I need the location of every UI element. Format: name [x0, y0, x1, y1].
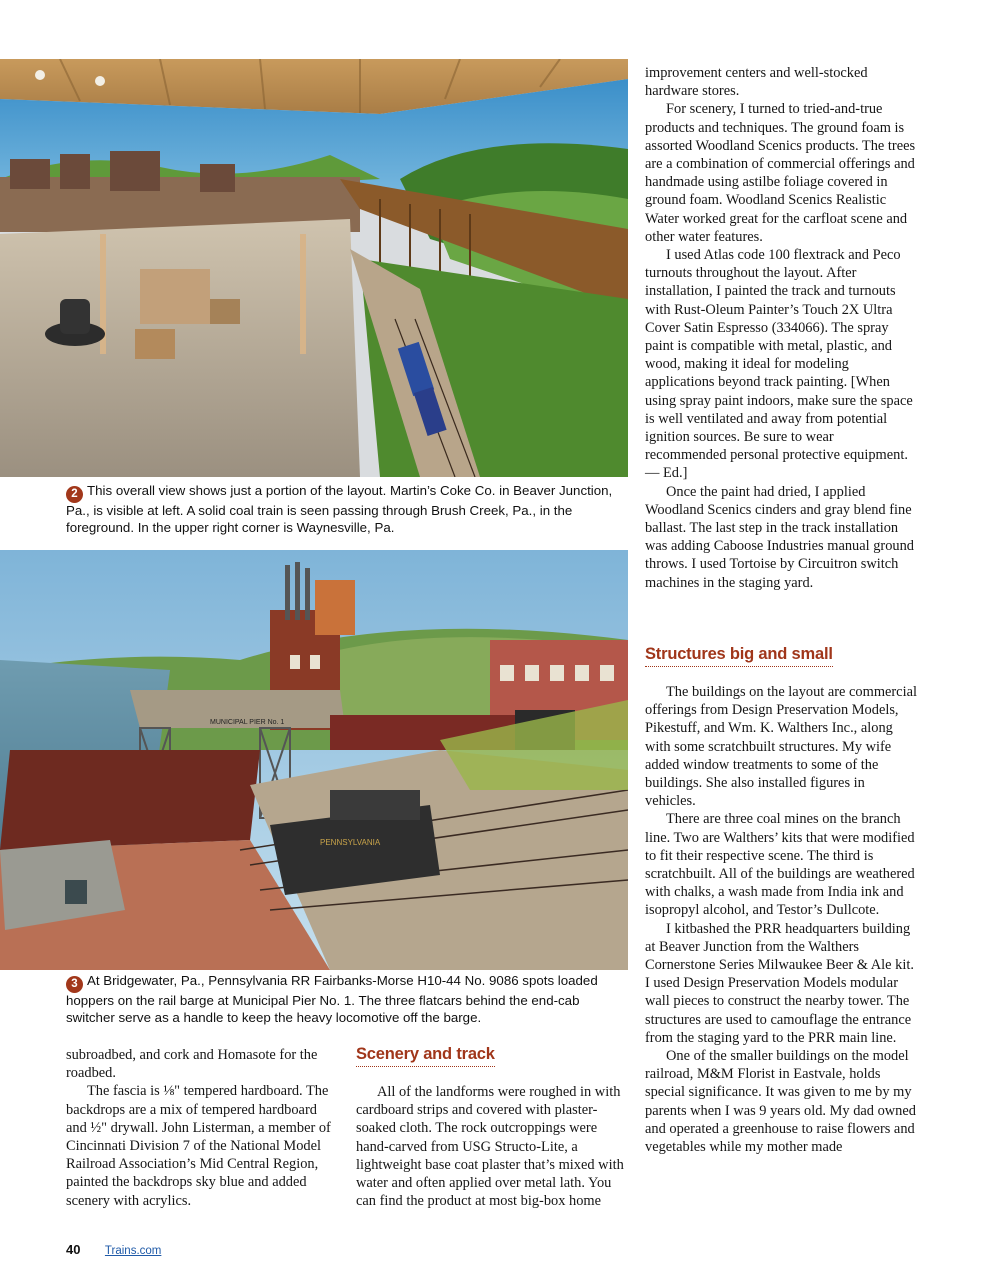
article-column-middle [356, 1083, 628, 1210]
site-link[interactable]: Trains.com [104, 1245, 162, 1257]
paragraph: subroadbed, and cork and Homasote for the roadbed. [66, 1047, 318, 1082]
page-footer [66, 1241, 161, 1259]
locomotive-lettering: PENNSYLVANIA [320, 838, 381, 847]
section-heading: Structures big and small [645, 645, 833, 667]
photo-caption [66, 483, 626, 536]
layout-overview-photo [0, 59, 628, 477]
pier-sign-text: MUNICIPAL PIER No. 1 [210, 719, 285, 726]
paragraph: The buildings on the layout are commercial offerings from Design Preservation Models, Pikestuff, and Wm. K. Walthers Inc., along with some scratchbuilt structures. My wife added window treatments to some of the buildings. She also installed figures in vehicles. [645, 684, 917, 810]
section-heading: Scenery and track [356, 1045, 495, 1067]
paragraph: One of the smaller buildings on the model railroad, M&M Florist in Eastvale, holds special significance. It was given to me by my parents when I was 9 years old. My dad owned and operated a greenhouse to raise flowers and vegetables while my mother made [645, 1048, 916, 1156]
paragraph: There are three coal mines on the branch line. Two are Walthers’ kits that were modified to fit their respective scene. The third is scratchbuilt. All of the buildings are weathered with chalks, a wash made from India ink and isopropyl alcohol, and Testor’s Dullcote. [645, 811, 915, 919]
municipal-pier-photo [0, 550, 628, 970]
paragraph: I kitbashed the PRR headquarters building at Beaver Junction from the Walthers Cornerstone Series Milwaukee Beer & Ale kit. I used Design Preservation Models modular wall pieces to construct the nearby tower. The structures are used to camouflage the entrance from the staging yard to the PRR main line. [645, 920, 914, 1046]
paragraph: improvement centers and well-stocked hardware stores. [645, 65, 868, 100]
photo-caption [66, 973, 626, 1026]
caption-text: This overall view shows just a portion of the layout. Martin’s Coke Co. in Beaver Junction, Pa., is visible at left. A solid coal train is seen passing through Brush Creek, Pa., in the foreground. In the upper right corner is Waynesville, Pa. [66, 483, 613, 535]
caption-text: At Bridgewater, Pa., Pennsylvania RR Fairbanks-Morse H10-44 No. 9086 spots loaded hoppers on the rail barge at Municipal Pier No. 1. The three flatcars behind the end-cab switcher serve as a handle to keep the heavy locomotive off the barge. [66, 973, 598, 1025]
caption-number-badge: 3 [66, 976, 83, 993]
caption-number-badge: 2 [66, 486, 83, 503]
page-number: 40 [66, 1242, 81, 1257]
paragraph: Once the paint had dried, I applied Woodland Scenics cinders and gray blend fine ballast. The last step in the track installation was adding Caboose Industries manual ground throws. I used Tortoise by Circuitron switch machines in the staging yard. [645, 483, 914, 591]
article-column-right-top [645, 64, 917, 592]
article-column-right-bottom [645, 683, 917, 1156]
article-column-left [66, 1046, 339, 1210]
paragraph: I used Atlas code 100 flextrack and Peco turnouts throughout the layout. After installation, I painted the track and turnouts with Rust-Oleum Painter’s Touch 2X Ultra Cover Satin Espresso (334066). The spray paint is compatible with metal, plastic, and wood, making it ideal for modeling applications beyond track painting. [When using spray paint indoors, make sure the space is well ventilated and away from potential ignition sources. Be sure to wear recommended personal protective equipment. — Ed.] [645, 247, 913, 482]
paragraph: The fascia is ⅛" tempered hardboard. The backdrops are a mix of tempered hardboard and ½" drywall. John Listerman, a member of Cincinnati Division 7 of the National Model Railroad Association’s Mid Central Region, painted the backdrops sky blue and added scenery with acrylics. [66, 1083, 331, 1209]
paragraph: For scenery, I turned to tried-and-true products and techniques. The ground foam is assorted Woodland Scenics products. The trees are a combination of commercial offerings and handmade using astilbe foliage covered in ground foam. Woodland Scenics Realistic Water worked great for the carfloat scene and other water features. [645, 101, 916, 245]
paragraph: All of the landforms were roughed in with cardboard strips and covered with plaster-soaked cloth. The rock outcroppings were hand-carved from USG Structo-Lite, a lightweight base coat plaster that’s mixed with water and often applied over metal lath. You can find the product at most big-box home [356, 1084, 624, 1210]
